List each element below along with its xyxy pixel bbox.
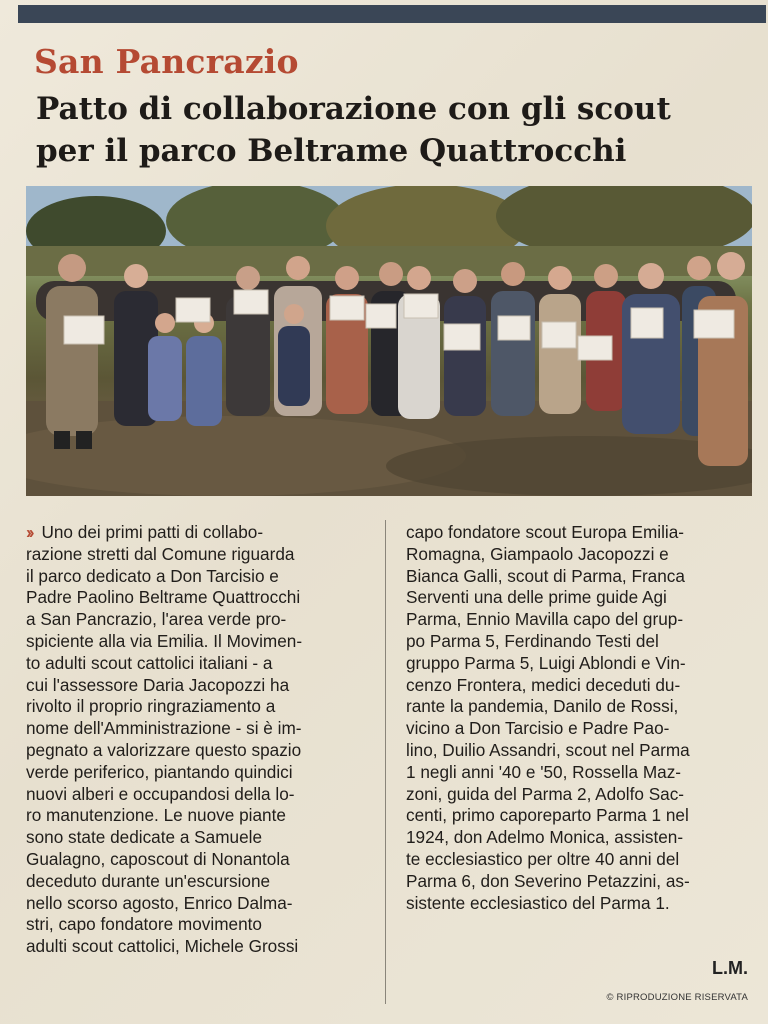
article-column-2 — [406, 522, 752, 914]
column-2-line: cenzo Frontera, medici deceduti du- — [406, 674, 681, 695]
lead-marker-icon: ›› — [26, 522, 32, 542]
column-2-line: te ecclesiastico per oltre 40 anni del — [406, 848, 680, 869]
column-2-line: rante la pandemia, Danilo de Rossi, — [406, 696, 679, 717]
column-1-line: nello scorso agosto, Enrico Dalma- — [26, 892, 293, 913]
column-2-line: 1924, don Adelmo Monica, assisten- — [406, 827, 684, 848]
column-1-line: il parco dedicato a Don Tarcisio e — [26, 565, 279, 586]
column-1-line: a San Pancrazio, l'area verde pro- — [26, 609, 287, 630]
column-divider — [385, 520, 386, 1004]
column-1-line: nome dell'Amministrazione - si è im- — [26, 718, 302, 739]
column-1-line: stri, capo fondatore movimento — [26, 914, 262, 935]
copyright-notice: © RIPRODUZIONE RISERVATA — [606, 992, 748, 1003]
column-2-line: po Parma 5, Ferdinando Testi del — [406, 630, 659, 651]
column-2-line: lino, Duilio Assandri, scout nel Parma — [406, 739, 690, 760]
column-1-line: deceduto durante un'escursione — [26, 870, 271, 891]
column-1-line: spiciente alla via Emilia. Il Movimen- — [26, 630, 303, 651]
column-2-line: Bianca Galli, scout di Parma, Franca — [406, 565, 685, 586]
column-2-line: centi, primo caporeparto Parma 1 nel — [406, 805, 689, 826]
column-1-line: Padre Paolino Beltrame Quattrocchi — [26, 587, 301, 608]
headline-line-1: Patto di collaborazione con gli scout — [36, 91, 671, 127]
article-column-1 — [26, 522, 366, 958]
column-2-line: 1 negli anni '40 e '50, Rossella Maz- — [406, 761, 682, 782]
column-2-line: Serventi una delle prime guide Agi — [406, 587, 667, 608]
column-1-line: verde periferico, piantando quindici — [26, 761, 293, 782]
column-1-line: pegnato a valorizzare questo spazio — [26, 739, 302, 760]
header-bar — [18, 5, 766, 23]
column-1-line: razione stretti dal Comune riguarda — [26, 543, 295, 564]
column-1-line: to adulti scout cattolici italiani - a — [26, 652, 273, 673]
section-kicker: San Pancrazio — [34, 42, 299, 81]
column-1-line: adulti scout cattolici, Michele Grossi — [26, 936, 299, 957]
column-2-line: sistente ecclesiastico del Parma 1. — [406, 892, 670, 913]
author-signature: L.M. — [712, 958, 748, 978]
column-1-line: nuovi alberi e occupandosi della lo- — [26, 783, 295, 804]
group-photo — [26, 186, 752, 496]
article-headline — [36, 88, 736, 172]
column-2-line: capo fondatore scout Europa Emilia- — [406, 522, 685, 542]
column-2-line: zoni, guida del Parma 2, Adolfo Sac- — [406, 783, 685, 804]
column-2-line: vicino a Don Tarcisio e Padre Pao- — [406, 718, 670, 739]
column-1-line: ›› Uno dei primi patti di collabo- — [26, 522, 264, 542]
column-1-line: rivolto il proprio ringraziamento a — [26, 696, 276, 717]
headline-line-2: per il parco Beltrame Quattrocchi — [36, 133, 627, 169]
column-1-line: cui l'assessore Daria Jacopozzi ha — [26, 674, 290, 695]
column-2-line: Romagna, Giampaolo Jacopozzi e — [406, 543, 669, 564]
column-2-line: gruppo Parma 5, Luigi Ablondi e Vin- — [406, 652, 686, 673]
column-2-line: Parma, Ennio Mavilla capo del grup- — [406, 609, 684, 630]
column-1-line: sono state dedicate a Samuele — [26, 827, 263, 848]
column-1-line: Gualagno, caposcout di Nonantola — [26, 848, 290, 869]
column-1-line: ro manutenzione. Le nuove piante — [26, 805, 286, 826]
column-2-line: Parma 6, don Severino Petazzini, as- — [406, 870, 690, 891]
